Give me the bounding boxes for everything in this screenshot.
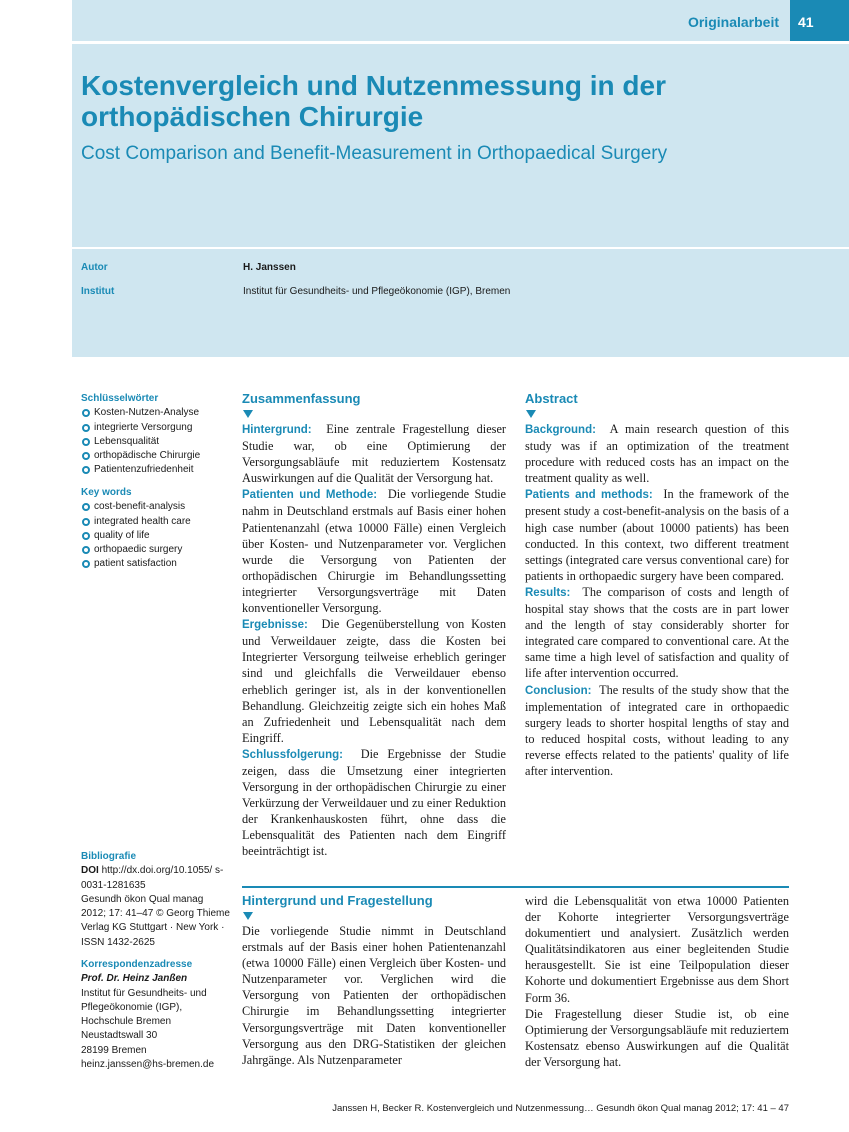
background-right <box>525 893 789 1070</box>
correspondence-title: Korrespondenzadresse <box>81 959 193 970</box>
keyword-item: integrierte Versorgung <box>81 421 231 435</box>
page-footer: Janssen H, Becker R. Kostenvergleich und Nutzenmessung… Gesundh ökon Qual manag 2012; 17: 41 – 47 <box>332 1103 789 1114</box>
meta-band <box>72 249 849 357</box>
lead-label: Hintergrund: <box>242 424 312 436</box>
background-left <box>242 893 506 1068</box>
keywords-de <box>81 392 231 478</box>
keyword-item: patient satisfaction <box>81 557 231 571</box>
keywords-de-title: Schlüsselwörter <box>81 393 159 404</box>
keywords-en <box>81 486 231 572</box>
institute-name: Institut für Gesundheits- und Pflegeökonomie (IGP), Bremen <box>243 286 511 297</box>
lead-label: Patienten und Methode: <box>242 489 378 502</box>
lead-label: Ergebnisse: <box>242 619 308 632</box>
down-triangle-icon <box>243 912 253 920</box>
paragraph: In the framework of the present study a cost-benefit-analysis on the basis of a high case number (about 10000 patients) has been conducted. In this context, two different treatment settings (integrated care versus conventional care) for patients in orthopaedic surgery have been compared. <box>525 487 789 583</box>
correspondence <box>81 958 231 1072</box>
paragraph: A main research question of this study was if an optimization of the treatment procedure with reduced costs has an impact on the treatment quality as well. <box>525 422 789 486</box>
keyword-item: quality of life <box>81 529 231 543</box>
address-line: 28199 Bremen <box>81 1044 147 1056</box>
lead-label: Results: <box>525 586 571 599</box>
author-label: Autor <box>81 262 108 273</box>
section-divider <box>242 886 789 888</box>
doi-link[interactable]: http://dx.doi.org/10.1055/ s-0031-1281635 <box>81 865 224 891</box>
paragraph: The comparison of costs and length of hospital stay shows that the costs are in part lower and the length of stay considerably shorter for integrated care compared to conventional care. At the same time a high level of satisfaction and quality of life after intervention occurred. <box>525 584 789 681</box>
paragraph: Eine zentrale Fragestellung dieser Studie war, ob eine Optimierung der Versorgungsabläufe mit reduziertem Kostensatz Auswirkungen auf die Qualität der Versorgung hat. <box>242 422 507 486</box>
lead-label: Background: <box>525 424 596 436</box>
keyword-item: cost-benefit-analysis <box>81 500 231 514</box>
lead-label: Conclusion: <box>525 684 592 697</box>
summary-heading: Zusammenfassung <box>242 391 361 406</box>
paragraph: Die vorliegende Studie nahm in Deutschland erstmals auf Basis einer hohen Patientenanzahl (etwa 10000 Fälle) einen Vergleich über Kosten- und Nutzenparameter vor. Verglichen wurde die Versorgung von Patienten der orthopädischen Chirurgie im Behandlungssetting integrierter Versorgungsverträge mit Daten konventioneller Versorgung. <box>242 487 506 616</box>
paragraph: Die Gegenüberstellung von Kosten und Verweildauer zeigte, dass die Kosten bei Integrierter Versorgung teilweise erheblich geringer sind und gleichfalls die Verweildauer ebenso erheblich geringer ist, als in der konventionellen Behandlung. Gleichzeitig zeigte sich ein hohes Maß an Zufriedenheit und Lebensqualität nach dem Eingriff. <box>242 617 506 745</box>
keyword-item: orthopaedic surgery <box>81 543 231 557</box>
keywords-en-title: Key words <box>81 487 132 498</box>
doi-label: DOI <box>81 865 99 877</box>
correspondence-name: Prof. Dr. Heinz Janßen <box>81 973 188 985</box>
bibliography-title: Bibliografie <box>81 851 137 862</box>
paragraph: Die Fragestellung dieser Studie ist, ob eine Optimierung der Versorgungsabläufe mit reduziertem Kostensatz ebenso Auswirkungen auf die Qualität der Versorgung hat. <box>525 1006 789 1069</box>
abstract-heading: Abstract <box>525 391 578 406</box>
keyword-item: orthopädische Chirurgie <box>81 449 231 463</box>
paragraph: wird die Lebensqualität von etwa 10000 Patienten der Kohorte integrierter Versorgungsverträge dokumentiert und analysiert. Zusätzlich werden Qualitätsindikatoren aus einer begleitenden Studie herausgestellt. Sie ist eine Teilpopulation dieser Kohorte und dokumentiert Ergebnisse aus dem Short Form 36. <box>525 894 789 1005</box>
section-label: Originalarbeit <box>687 14 779 30</box>
lead-label: Patients and methods: <box>525 489 653 502</box>
paragraph: Die vorliegende Studie nimmt in Deutschland erstmals auf der Basis einer hohen Patientenanzahl (etwa 10000 Fälle) einen Vergleich über Kosten- und Nutzenparameter vor. Verglichen wird die Versorgung von Patienten der orthopädischen Chirurgie im Behandlungssetting integrierter Versorgungsverträge mit Daten konventioneller Versorgung aus den DRG-Statistiken der gleichen Jahrgänge. Als Nutzenparameter <box>242 924 506 1067</box>
keyword-item: Lebensqualität <box>81 435 231 449</box>
paragraph: The results of the study show that the implementation of integrated care in orthopaedic surgery leads to shorter hospital lengths of stay and to reduced hospital costs, without leading to any reverse effects related to the patients' quality of life after intervention. <box>525 682 789 778</box>
email-link[interactable]: heinz.janssen@hs-bremen.de <box>81 1059 215 1071</box>
summary-de <box>242 391 506 860</box>
keyword-item: Patientenzufriedenheit <box>81 463 231 477</box>
page-number: 41 <box>790 0 849 41</box>
lead-label: Schlussfolgerung: <box>242 748 343 761</box>
paragraph: Die Ergebnisse der Studie zeigen, dass die Umsetzung einer integrierten Versorgung in der orthopädischen Chirurgie zu einer Verkürzung der Verweildauer und zu einer Reduktion der Krankenhauskosten führt, ohne dass die Lebensqualität des Patienten nach dem Eingriff beeinträchtigt ist. <box>242 746 507 859</box>
keyword-item: integrated health care <box>81 515 231 529</box>
institute-label: Institut <box>81 286 115 297</box>
article-subtitle: Cost Comparison and Benefit-Measurement in Orthopaedical Surgery <box>81 143 668 164</box>
down-triangle-icon <box>526 410 536 418</box>
down-triangle-icon <box>243 410 253 418</box>
citation: Gesundh ökon Qual manag 2012; 17: 41–47 © Georg Thieme Verlag KG Stuttgart · New York · ISSN 1432-2625 <box>81 893 230 948</box>
keyword-item: Kosten-Nutzen-Analyse <box>81 406 231 420</box>
author-name: H. Janssen <box>243 262 296 273</box>
article-title: Kostenvergleich und Nutzenmessung in der orthopädischen Chirurgie <box>81 70 666 132</box>
address-line: Neustadtswall 30 <box>81 1030 158 1042</box>
bibliography <box>81 850 231 950</box>
abstract-en <box>525 391 789 779</box>
address-line: Institut für Gesundheits- und Pflegeökonomie (IGP), <box>81 987 207 1013</box>
background-heading: Hintergrund und Fragestellung <box>242 893 433 908</box>
address-line: Hochschule Bremen <box>81 1016 172 1028</box>
